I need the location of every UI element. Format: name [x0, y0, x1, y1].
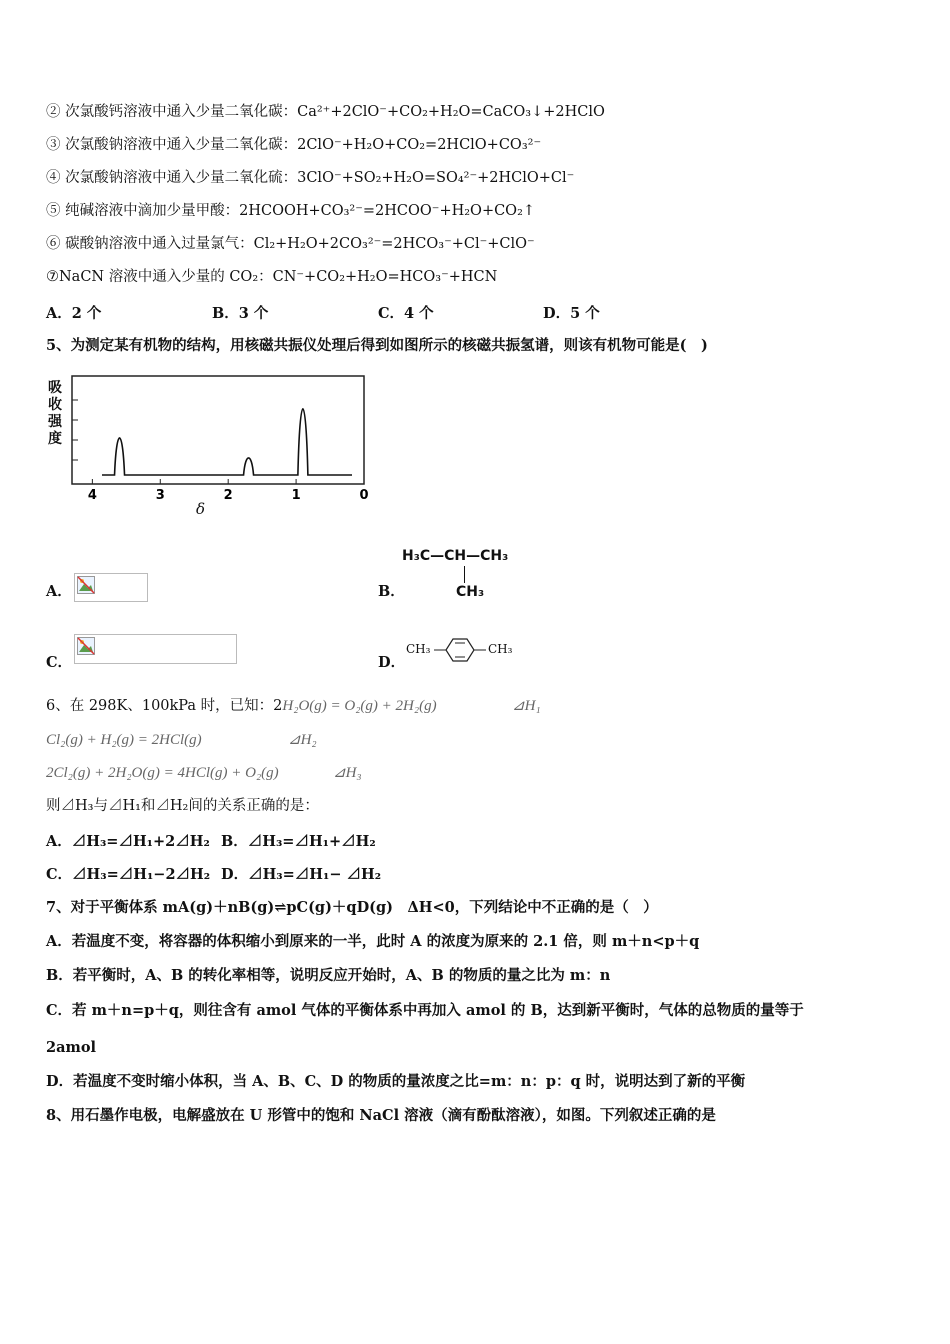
q6-dh3: ⊿H₃ [333, 765, 362, 781]
q5-option-b-label: B． [378, 583, 405, 600]
x-tick-label: 0 [359, 488, 369, 503]
q8-stem: 8、用石墨作电极，电解盛放在 U 形管中的饱和 NaCl 溶液（滴有酚酞溶液），如图。下列叙述正确的是 [46, 1107, 716, 1124]
q6-option-d: D．⊿H₃=⊿H₁− ⊿H₂ [221, 866, 382, 883]
q6-option-c: C．⊿H₃=⊿H₁−2⊿H₂ [46, 866, 211, 883]
q6-ask: 则⊿H₃与⊿H₁和⊿H₂间的关系正确的是： [46, 798, 319, 814]
q7-option-d: D．若温度不变时缩小体积，当 A、B、C、D 的物质的量浓度之比=m：n：p：q 时，说明达到了新的平衡 [46, 1073, 746, 1090]
x-tick-label: 3 [155, 488, 165, 503]
reaction-2: ② 次氯酸钙溶液中通入少量二氧化碳：Ca²⁺+2ClO⁻+CO₂+H₂O=CaCO₃↓+2HClO [46, 104, 605, 120]
chart-xlabel: δ [196, 500, 206, 518]
broken-image-icon [77, 576, 95, 594]
q6-stem [46, 696, 437, 716]
q5-option-a-image [74, 573, 148, 602]
x-tick-label: 1 [291, 488, 301, 503]
reaction-5: ⑤ 纯碱溶液中滴加少量甲酸：2HCOOH+CO₃²⁻=2HCOO⁻+H₂O+CO₂↑ [46, 203, 536, 219]
q6-option-a: A．⊿H₃=⊿H₁+2⊿H₂ [46, 833, 210, 850]
q5-option-d-label: D． [378, 654, 406, 671]
q5-option-c-image [74, 634, 237, 664]
bond-line [464, 566, 465, 583]
x-ticks [88, 479, 369, 503]
struct-d-left: CH₃ [406, 642, 431, 656]
q4-option-a: A．2 个 [46, 305, 102, 322]
chart-svg [44, 372, 374, 522]
chart-frame [72, 376, 364, 484]
struct-d-right: CH₃ [488, 642, 513, 656]
x-tick-label: 2 [223, 488, 233, 503]
q7-stem: 7、对于平衡体系 mA(g)＋nB(g)⇌pC(g)＋qD(g) ΔH<0，下列结论中不正确的是（ ） [46, 899, 658, 916]
isobutane-structure [402, 548, 542, 604]
q7-option-c-continued: 2amol [46, 1039, 97, 1056]
chart-ylabel: 吸收强度 [48, 380, 62, 447]
spectrum-line [102, 409, 352, 475]
reaction-7: ⑦NaCN 溶液中通入少量的 CO₂：CN⁻+CO₂+H₂O=HCO₃⁻+HCN [46, 269, 498, 285]
reaction-3: ③ 次氯酸钠溶液中通入少量二氧化碳：2ClO⁻+H₂O+CO₂=2HClO+CO₃²⁻ [46, 137, 542, 153]
struct-b-top: H₃C—CH—CH₃ [402, 548, 509, 564]
q7-option-c: C．若 m＋n=p＋q，则往含有 amol 气体的平衡体系中再加入 amol 的 B，达到新平衡时，气体的总物质的量等于 [46, 1002, 804, 1019]
q4-option-b: B．3 个 [212, 305, 269, 322]
q5-option-c-label: C． [46, 654, 73, 671]
q6-stem-text: 6、在 298K、100kPa 时，已知：2 [46, 698, 283, 714]
x-tick-label: 4 [87, 488, 97, 503]
broken-image-icon [77, 637, 95, 655]
q7-option-b: B．若平衡时，A、B 的转化率相等，说明反应开始时，A、B 的物质的量之比为 m：n [46, 967, 611, 984]
q4-option-c: C．4 个 [378, 305, 434, 322]
q5-option-a-label: A． [46, 583, 72, 600]
q4-option-d: D．5 个 [543, 305, 600, 322]
reaction-4: ④ 次氯酸钠溶液中通入少量二氧化硫：3ClO⁻+SO₂+H₂O=SO₄²⁻+2HClO+Cl⁻ [46, 170, 575, 186]
q6-eq1: H₂O(g) = O₂(g) + 2H₂(g) [282, 698, 437, 714]
q6-dh2: ⊿H₂ [288, 732, 317, 748]
nmr-spectrum [44, 372, 374, 522]
q6-dh1: ⊿H₁ [512, 698, 541, 714]
q7-option-a: A．若温度不变，将容器的体积缩小到原来的一半，此时 A 的浓度为原来的 2.1 倍，则 m＋n<p＋q [46, 933, 700, 950]
p-xylene-structure [406, 636, 526, 668]
reaction-6: ⑥ 碳酸钠溶液中通入过量氯气：Cl₂+H₂O+2CO₃²⁻=2HCO₃⁻+Cl⁻+ClO⁻ [46, 236, 535, 252]
q6-eq2: Cl₂(g) + H₂(g) = 2HCl(g) [46, 732, 202, 748]
q5-stem: 5、为测定某有机物的结构，用核磁共振仪处理后得到如图所示的核磁共振氢谱，则该有机物可能是( ) [46, 337, 708, 354]
q6-option-b: B．⊿H₃=⊿H₁+⊿H₂ [221, 833, 376, 850]
struct-b-bottom: CH₃ [456, 584, 485, 600]
q6-eq3: 2Cl₂(g) + 2H₂O(g) = 4HCl(g) + O₂(g) [46, 765, 279, 781]
